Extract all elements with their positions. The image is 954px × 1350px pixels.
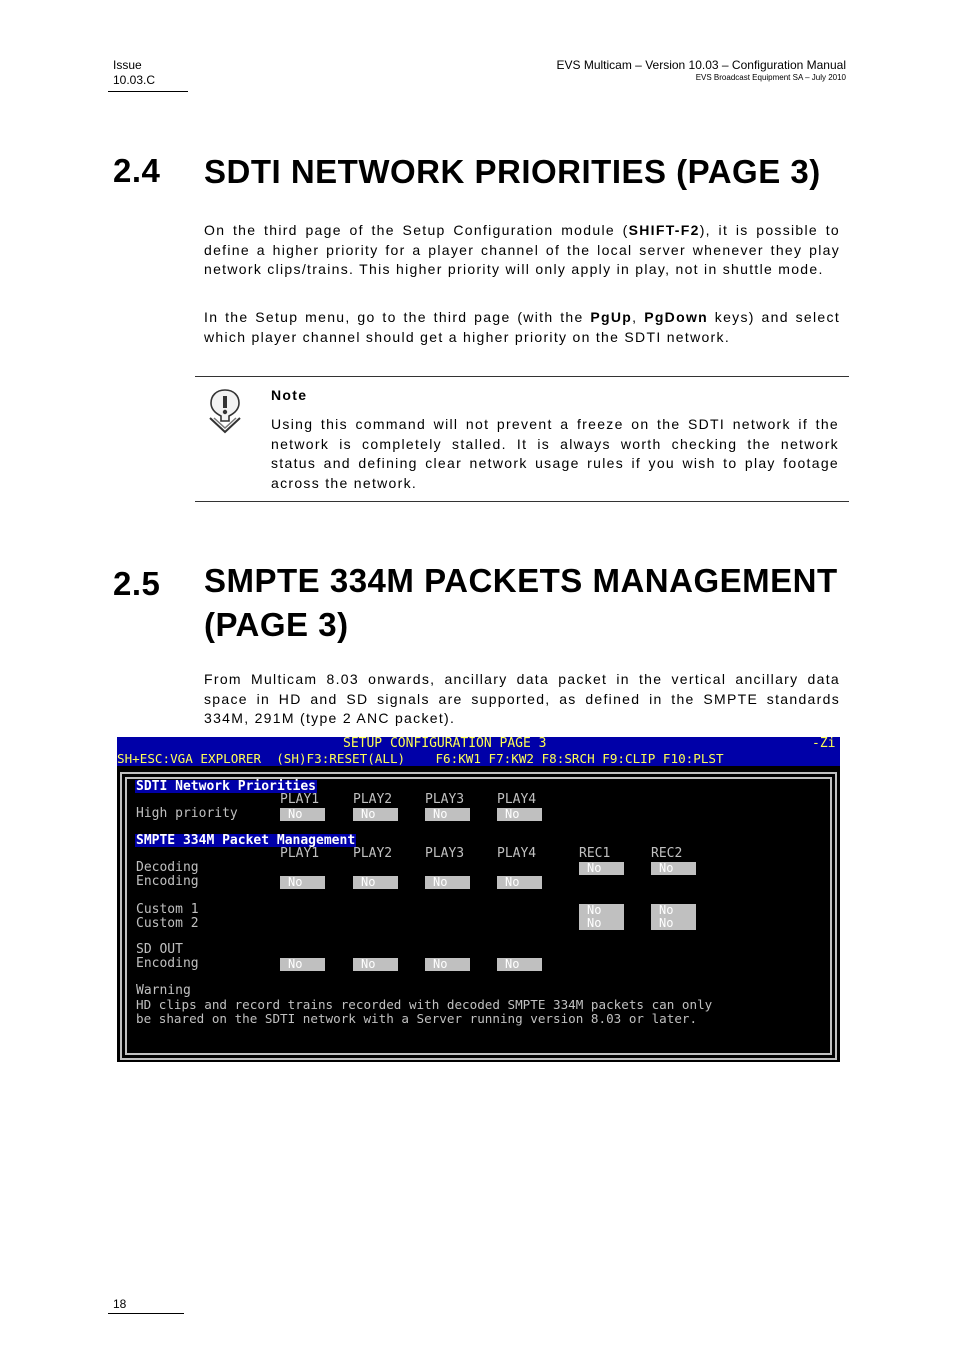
smpte-rec1-column: REC1	[579, 846, 611, 861]
page-number: 18	[113, 1297, 127, 1311]
document-title: EVS Multicam – Version 10.03 – Configuration Manual	[556, 58, 846, 72]
play3-column: PLAY3	[425, 792, 465, 807]
screen-title-bar	[117, 737, 840, 751]
section-2-4-paragraph-1: On the third page of the Setup Configuration module (SHIFT-F2), it is possible to define a higher priority for a player channel of the local server whenever they play network clips/trains. This higher priority will only apply in play, not in shuttle mode.	[204, 222, 840, 277]
section-2-5-number: 2.5	[113, 565, 161, 602]
encoding-play3-field[interactable]: No	[425, 876, 470, 889]
decoding-label: Decoding	[136, 860, 199, 875]
sd-out-encoding-label: Encoding	[136, 956, 199, 971]
pgup-key: PgUp	[590, 309, 633, 325]
sd-encoding-play3-field[interactable]: No	[425, 958, 470, 971]
smpte-play2-column: PLAY2	[353, 846, 393, 861]
screen-title-right: -Zi	[812, 737, 836, 751]
issue-block	[113, 58, 155, 88]
pgdown-key: PgDown	[644, 309, 708, 325]
warning-line-2: be shared on the SDTI network with a Server running version 8.03 or later.	[136, 1011, 698, 1026]
encoding-play1-field[interactable]: No	[280, 876, 325, 889]
page-number-rule	[108, 1313, 184, 1314]
high-priority-play2-field[interactable]: No	[353, 808, 398, 821]
custom-2-rec1-field[interactable]: No	[579, 917, 624, 930]
warning-line-1: HD clips and record trains recorded with decoded SMPTE 334M packets can only	[136, 997, 713, 1012]
custom-2-rec2-field[interactable]: No	[651, 917, 696, 930]
note-warning-icon	[205, 388, 245, 434]
issue-number: 10.03.C	[113, 73, 156, 87]
sd-encoding-play1-field[interactable]: No	[280, 958, 325, 971]
screen-shortcut-bar	[117, 751, 840, 766]
section-2-4-number: 2.4	[113, 152, 161, 189]
high-priority-play1-field[interactable]: No	[280, 808, 325, 821]
high-priority-play4-field[interactable]: No	[497, 808, 542, 821]
sdti-network-priorities-header: SDTI Network Priorities	[136, 779, 317, 794]
issue-label: Issue	[113, 58, 142, 72]
smpte-rec2-column: REC2	[651, 846, 683, 861]
note-label: Note	[271, 387, 308, 403]
custom-1-rec2-field[interactable]: No	[651, 904, 696, 917]
note-text: Using this command will not prevent a freeze on the SDTI network if the network is completely stalled. It is always worth checking the network status and defining clear network usage rules if you wish to play footage across the network.	[271, 416, 839, 491]
encoding-play2-field[interactable]: No	[353, 876, 398, 889]
screen-shortcuts: SH+ESC:VGA EXPLORER (SH)F3:RESET(ALL) F6:KW1 F7:KW2 F8:SRCH F9:CLIP F10:PLST	[117, 751, 724, 766]
decoding-rec2-field[interactable]: No	[651, 862, 696, 875]
encoding-label: Encoding	[136, 874, 199, 889]
play2-column: PLAY2	[353, 792, 393, 807]
note-top-rule	[195, 376, 849, 377]
custom-2-label: Custom 2	[136, 916, 199, 931]
issue-rule	[108, 91, 188, 92]
smpte-play1-column: PLAY1	[280, 846, 320, 861]
shift-f2-key: SHIFT-F2	[628, 222, 700, 238]
section-2-4-title: SDTI NETWORK PRIORITIES (PAGE 3)	[204, 153, 821, 190]
decoding-rec1-field[interactable]: No	[579, 862, 624, 875]
smpte-play3-column: PLAY3	[425, 846, 465, 861]
warning-label: Warning	[136, 983, 191, 998]
encoding-play4-field[interactable]: No	[497, 876, 542, 889]
smpte-play4-column: PLAY4	[497, 846, 537, 861]
custom-1-rec1-field[interactable]: No	[579, 904, 624, 917]
setup-configuration-screenshot	[117, 737, 840, 1062]
play4-column: PLAY4	[497, 792, 537, 807]
high-priority-label: High priority	[136, 806, 238, 821]
note-bottom-rule	[195, 501, 849, 502]
custom-1-label: Custom 1	[136, 902, 199, 917]
sd-encoding-play2-field[interactable]: No	[353, 958, 398, 971]
section-2-5-title: SMPTE 334M PACKETS MANAGEMENT (PAGE 3)	[204, 562, 838, 643]
screen-title: SETUP CONFIGURATION PAGE 3	[343, 737, 547, 751]
document-subtitle: EVS Broadcast Equipment SA – July 2010	[695, 73, 846, 82]
sd-out-label: SD OUT	[136, 942, 183, 957]
high-priority-play3-field[interactable]: No	[425, 808, 470, 821]
sd-encoding-play4-field[interactable]: No	[497, 958, 542, 971]
smpte-packet-management-header: SMPTE 334M Packet Management	[136, 833, 356, 848]
play1-column: PLAY1	[280, 792, 320, 807]
section-2-4-paragraph-2: In the Setup menu, go to the third page (with the PgUp, PgDown keys) and select which player channel should get a higher priority on the SDTI network.	[204, 309, 841, 345]
section-2-5-paragraph-1: From Multicam 8.03 onwards, ancillary data packet in the vertical ancillary data space in HD and SD signals are supported, as defined in the SMPTE standards 334M, 291M (type 2 ANC packet).	[204, 671, 840, 726]
